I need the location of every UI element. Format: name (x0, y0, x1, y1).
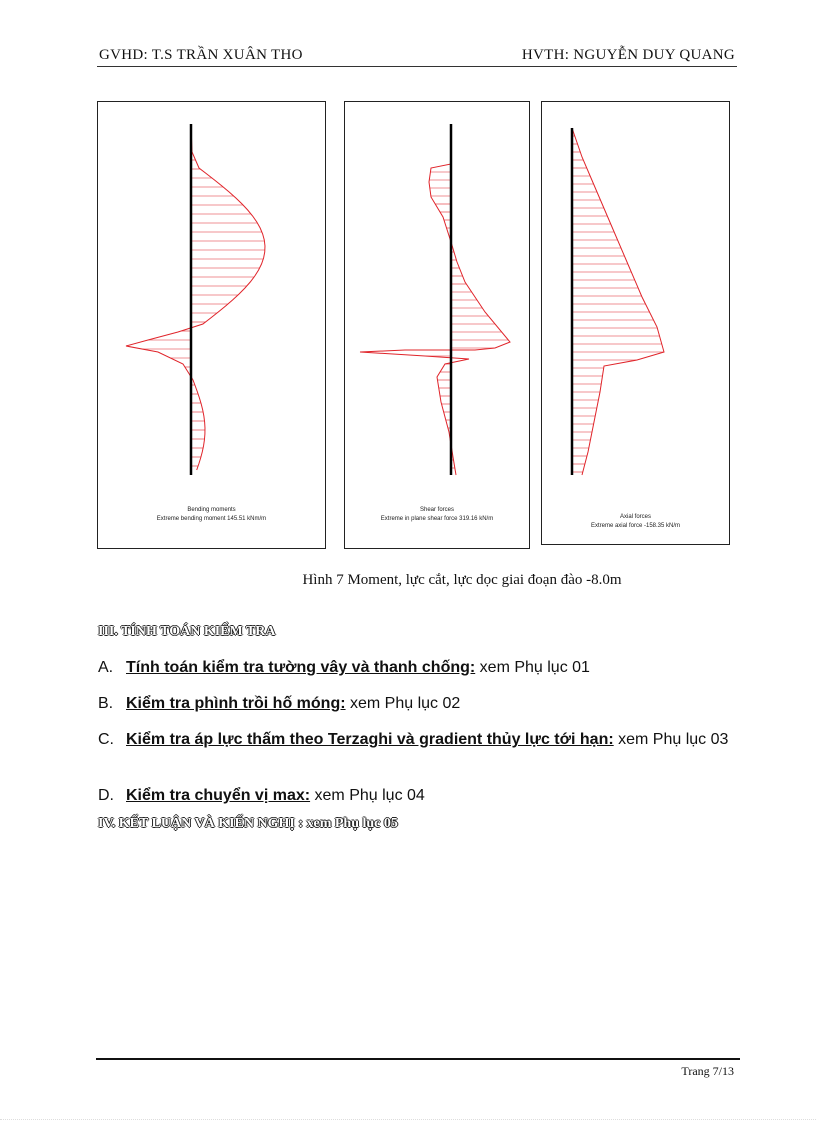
page-header (97, 44, 737, 67)
section-heading-iii: III. TÍNH TOÁN KIỂM TRA (98, 624, 276, 639)
figure-subtitle: Extreme axial force -158.35 kN/m (590, 523, 681, 529)
section-heading-iv: IV. KẾT LUẬN VÀ KIẾN NGHỊ : xem Phụ lục 05 (98, 816, 398, 831)
shear-force-diagram (345, 102, 529, 548)
figure-shear-forces (344, 101, 530, 549)
item-reference: xem Phụ lục 01 (475, 659, 590, 676)
bending-moment-diagram (98, 102, 325, 548)
footer-rule (96, 1058, 740, 1060)
list-item (98, 730, 734, 750)
item-title: Kiểm tra chuyển vị max: (126, 787, 311, 804)
figure-title: Shear forces (419, 507, 455, 513)
figure-axial-forces (541, 101, 730, 545)
list-item (98, 658, 734, 678)
item-reference: xem Phụ lục 02 (345, 695, 461, 712)
page-number: Trang 7/13 (681, 1064, 734, 1078)
item-letter: D. (98, 787, 114, 804)
figure-subtitle: Extreme in plane shear force 319.16 kN/m (380, 516, 494, 522)
figure-title: Bending moments (187, 507, 236, 513)
list-item (98, 694, 734, 714)
header-supervisor: GVHD: T.S TRẦN XUÂN THO (99, 47, 303, 63)
axial-force-diagram (542, 102, 729, 544)
item-title: Tính toán kiểm tra tường vây và thanh chống: (126, 659, 476, 676)
figure-title: Axial forces (619, 514, 651, 520)
item-title: Kiểm tra áp lực thấm theo Terzaghi và gradient thủy lực tới hạn: (126, 731, 614, 748)
item-reference: xem Phụ lục 03 (613, 731, 729, 748)
item-reference: xem Phụ lục 04 (310, 787, 425, 804)
figure-caption: Hình 7 Moment, lực cắt, lực dọc giai đoạn đào -8.0m (302, 572, 622, 588)
item-title: Kiểm tra phình trồi hố móng: (126, 695, 346, 712)
item-letter: A. (98, 659, 114, 676)
page-edge (0, 1119, 816, 1120)
item-letter: B. (98, 695, 114, 712)
figure-bending-moments (97, 101, 326, 549)
header-student: HVTH: NGUYỄN DUY QUANG (521, 47, 735, 63)
item-letter: C. (98, 731, 114, 748)
figure-subtitle: Extreme bending moment 145.51 kNm/m (156, 516, 267, 522)
list-item (98, 786, 734, 806)
